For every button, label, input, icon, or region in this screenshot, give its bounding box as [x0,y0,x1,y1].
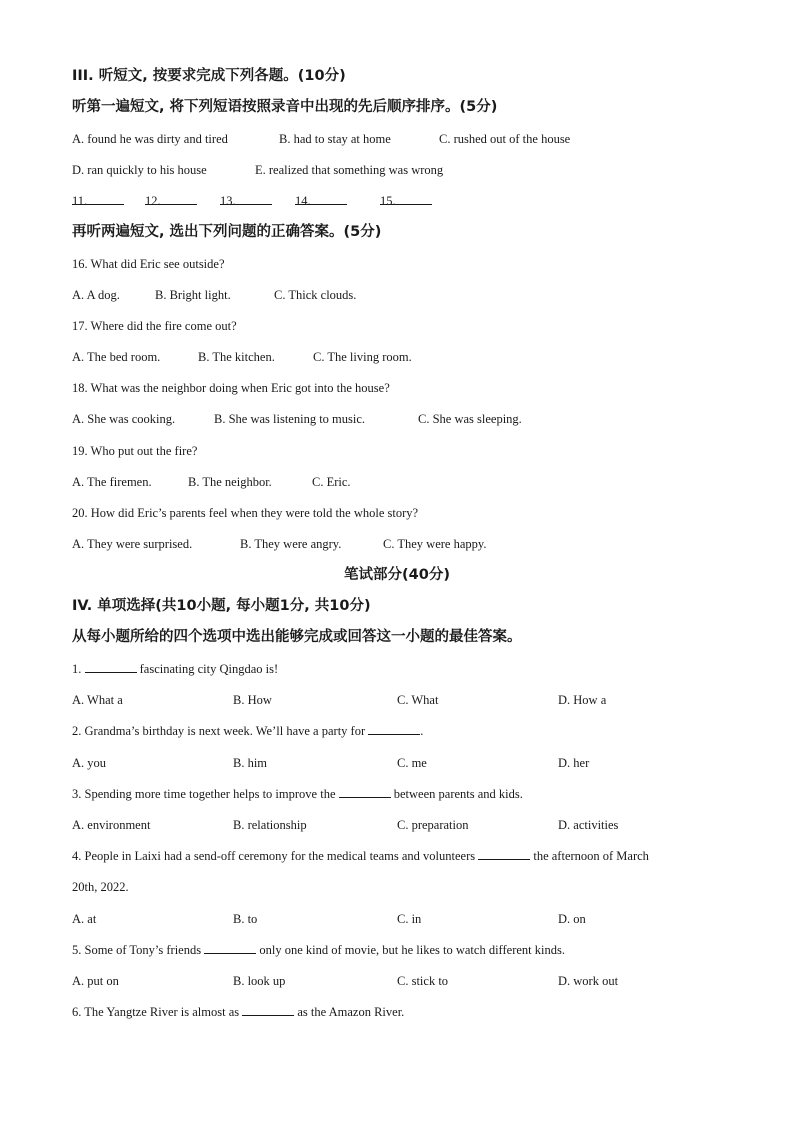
mc-question-5-pre: 5. Some of Tony’s friends [72,943,202,957]
section-iii-heading: III. 听短文, 按要求完成下列各题。(10分) [72,68,346,84]
mc-question-3 [72,786,523,802]
written-section-title: 笔试部分(40分) [344,567,450,583]
option-18-c[interactable]: C. She was sleeping. [418,412,522,426]
option-20-a[interactable]: A. They were surprised. [72,537,193,551]
mc-question-6-pre: 6. The Yangtze River is almost as [72,1005,240,1019]
mc-option-1-d[interactable]: D. How a [558,693,607,707]
mc-blank-6[interactable] [242,1004,294,1016]
mc-option-1-a[interactable]: A. What a [72,693,123,707]
answer-blank-11[interactable] [72,193,124,205]
mc-question-4-post: the afternoon of March [533,849,649,863]
question-16: 16. What did Eric see outside? [72,257,225,271]
option-16-b[interactable]: B. Bright light. [155,288,231,302]
order-blanks [72,193,732,209]
part2-instruction: 再听两遍短文, 选出下列问题的正确答案。(5分) [72,224,382,240]
blank-label-12: 12. [145,194,161,208]
mc-option-5-c[interactable]: C. stick to [397,974,449,988]
mc-question-5-post: only one kind of movie, but he likes to watch different kinds. [259,943,565,957]
section-iv-instruction: 从每小题所给的四个选项中选出能够完成或回答这一小题的最佳答案。 [72,629,522,645]
question-19: 19. Who put out the fire? [72,444,198,458]
options-19 [72,474,732,490]
mc-option-2-d[interactable]: D. her [558,756,590,770]
blank-label-15: 15. [380,194,396,208]
options-18 [72,411,732,427]
option-20-b[interactable]: B. They were angry. [240,537,342,551]
mc-option-4-c[interactable]: C. in [397,912,422,926]
option-16-a[interactable]: A. A dog. [72,288,120,302]
mc-question-1-post: fascinating city Qingdao is! [139,662,279,676]
mc-blank-3[interactable] [339,786,391,798]
mc-option-4-d[interactable]: D. on [558,912,586,926]
answer-blank-12[interactable] [145,193,197,205]
mc-question-2-pre: 2. Grandma’s birthday is next week. We’ll have a party for [72,724,366,738]
mc-question-6 [72,1004,404,1020]
mc-question-2 [72,723,423,739]
answer-blank-14[interactable] [295,193,347,205]
phrase-c: C. rushed out of the house [439,132,571,146]
mc-option-3-a[interactable]: A. environment [72,818,151,832]
mc-option-5-b[interactable]: B. look up [233,974,286,988]
mc-blank-1[interactable] [85,661,137,673]
mc-blank-2[interactable] [368,723,420,735]
mc-question-4 [72,848,649,864]
blank-label-11: 11. [72,194,88,208]
mc-question-2-post: . [420,724,424,738]
mc-option-2-a[interactable]: A. you [72,756,107,770]
question-20: 20. How did Eric’s parents feel when they were told the whole story? [72,506,419,520]
mc-question-1 [72,661,278,677]
option-20-c[interactable]: C. They were happy. [383,537,487,551]
blank-label-13: 13. [220,194,236,208]
mc-blank-5[interactable] [204,942,256,954]
mc-option-4-b[interactable]: B. to [233,912,258,926]
option-19-b[interactable]: B. The neighbor. [188,475,272,489]
mc-question-4-pre: 4. People in Laixi had a send-off ceremony for the medical teams and volunteers [72,849,476,863]
mc-question-5 [72,942,565,958]
blank-label-14: 14. [295,194,311,208]
mc-options-1 [72,692,732,708]
option-17-a[interactable]: A. The bed room. [72,350,161,364]
option-18-a[interactable]: A. She was cooking. [72,412,176,426]
phrase-b: B. had to stay at home [279,132,391,146]
mc-option-1-b[interactable]: B. How [233,693,272,707]
question-17: 17. Where did the fire come out? [72,319,237,333]
mc-option-2-c[interactable]: C. me [397,756,427,770]
mc-question-4-cont: 20th, 2022. [72,880,129,894]
phrase-row-1 [72,131,732,147]
option-17-c[interactable]: C. The living room. [313,350,412,364]
option-16-c[interactable]: C. Thick clouds. [274,288,357,302]
mc-options-5 [72,973,732,989]
mc-options-4 [72,911,732,927]
options-17 [72,349,732,365]
section-iv-heading: IV. 单项选择(共10小题, 每小题1分, 共10分) [72,598,371,614]
mc-option-2-b[interactable]: B. him [233,756,268,770]
mc-options-2 [72,755,732,771]
phrase-a: A. found he was dirty and tired [72,132,228,146]
options-16 [72,287,732,303]
option-18-b[interactable]: B. She was listening to music. [214,412,366,426]
answer-blank-15[interactable] [380,193,432,205]
option-19-c[interactable]: C. Eric. [312,475,351,489]
mc-option-5-a[interactable]: A. put on [72,974,119,988]
mc-option-3-b[interactable]: B. relationship [233,818,307,832]
mc-option-3-d[interactable]: D. activities [558,818,619,832]
options-20 [72,536,732,552]
mc-option-1-c[interactable]: C. What [397,693,439,707]
mc-question-3-post: between parents and kids. [393,787,523,801]
mc-blank-4[interactable] [478,848,530,860]
phrase-e: E. realized that something was wrong [255,163,444,177]
mc-options-3 [72,817,732,833]
mc-question-3-pre: 3. Spending more time together helps to improve the [72,787,336,801]
phrase-row-2 [72,162,732,178]
mc-question-1-pre: 1. [72,662,82,676]
question-18: 18. What was the neighbor doing when Eric got into the house? [72,381,390,395]
answer-blank-13[interactable] [220,193,272,205]
option-17-b[interactable]: B. The kitchen. [198,350,275,364]
mc-option-4-a[interactable]: A. at [72,912,97,926]
mc-option-3-c[interactable]: C. preparation [397,818,469,832]
mc-question-6-post: as the Amazon River. [297,1005,405,1019]
part1-instruction: 听第一遍短文, 将下列短语按照录音中出现的先后顺序排序。(5分) [72,99,498,115]
mc-option-5-d[interactable]: D. work out [558,974,619,988]
phrase-d: D. ran quickly to his house [72,163,207,177]
option-19-a[interactable]: A. The firemen. [72,475,152,489]
